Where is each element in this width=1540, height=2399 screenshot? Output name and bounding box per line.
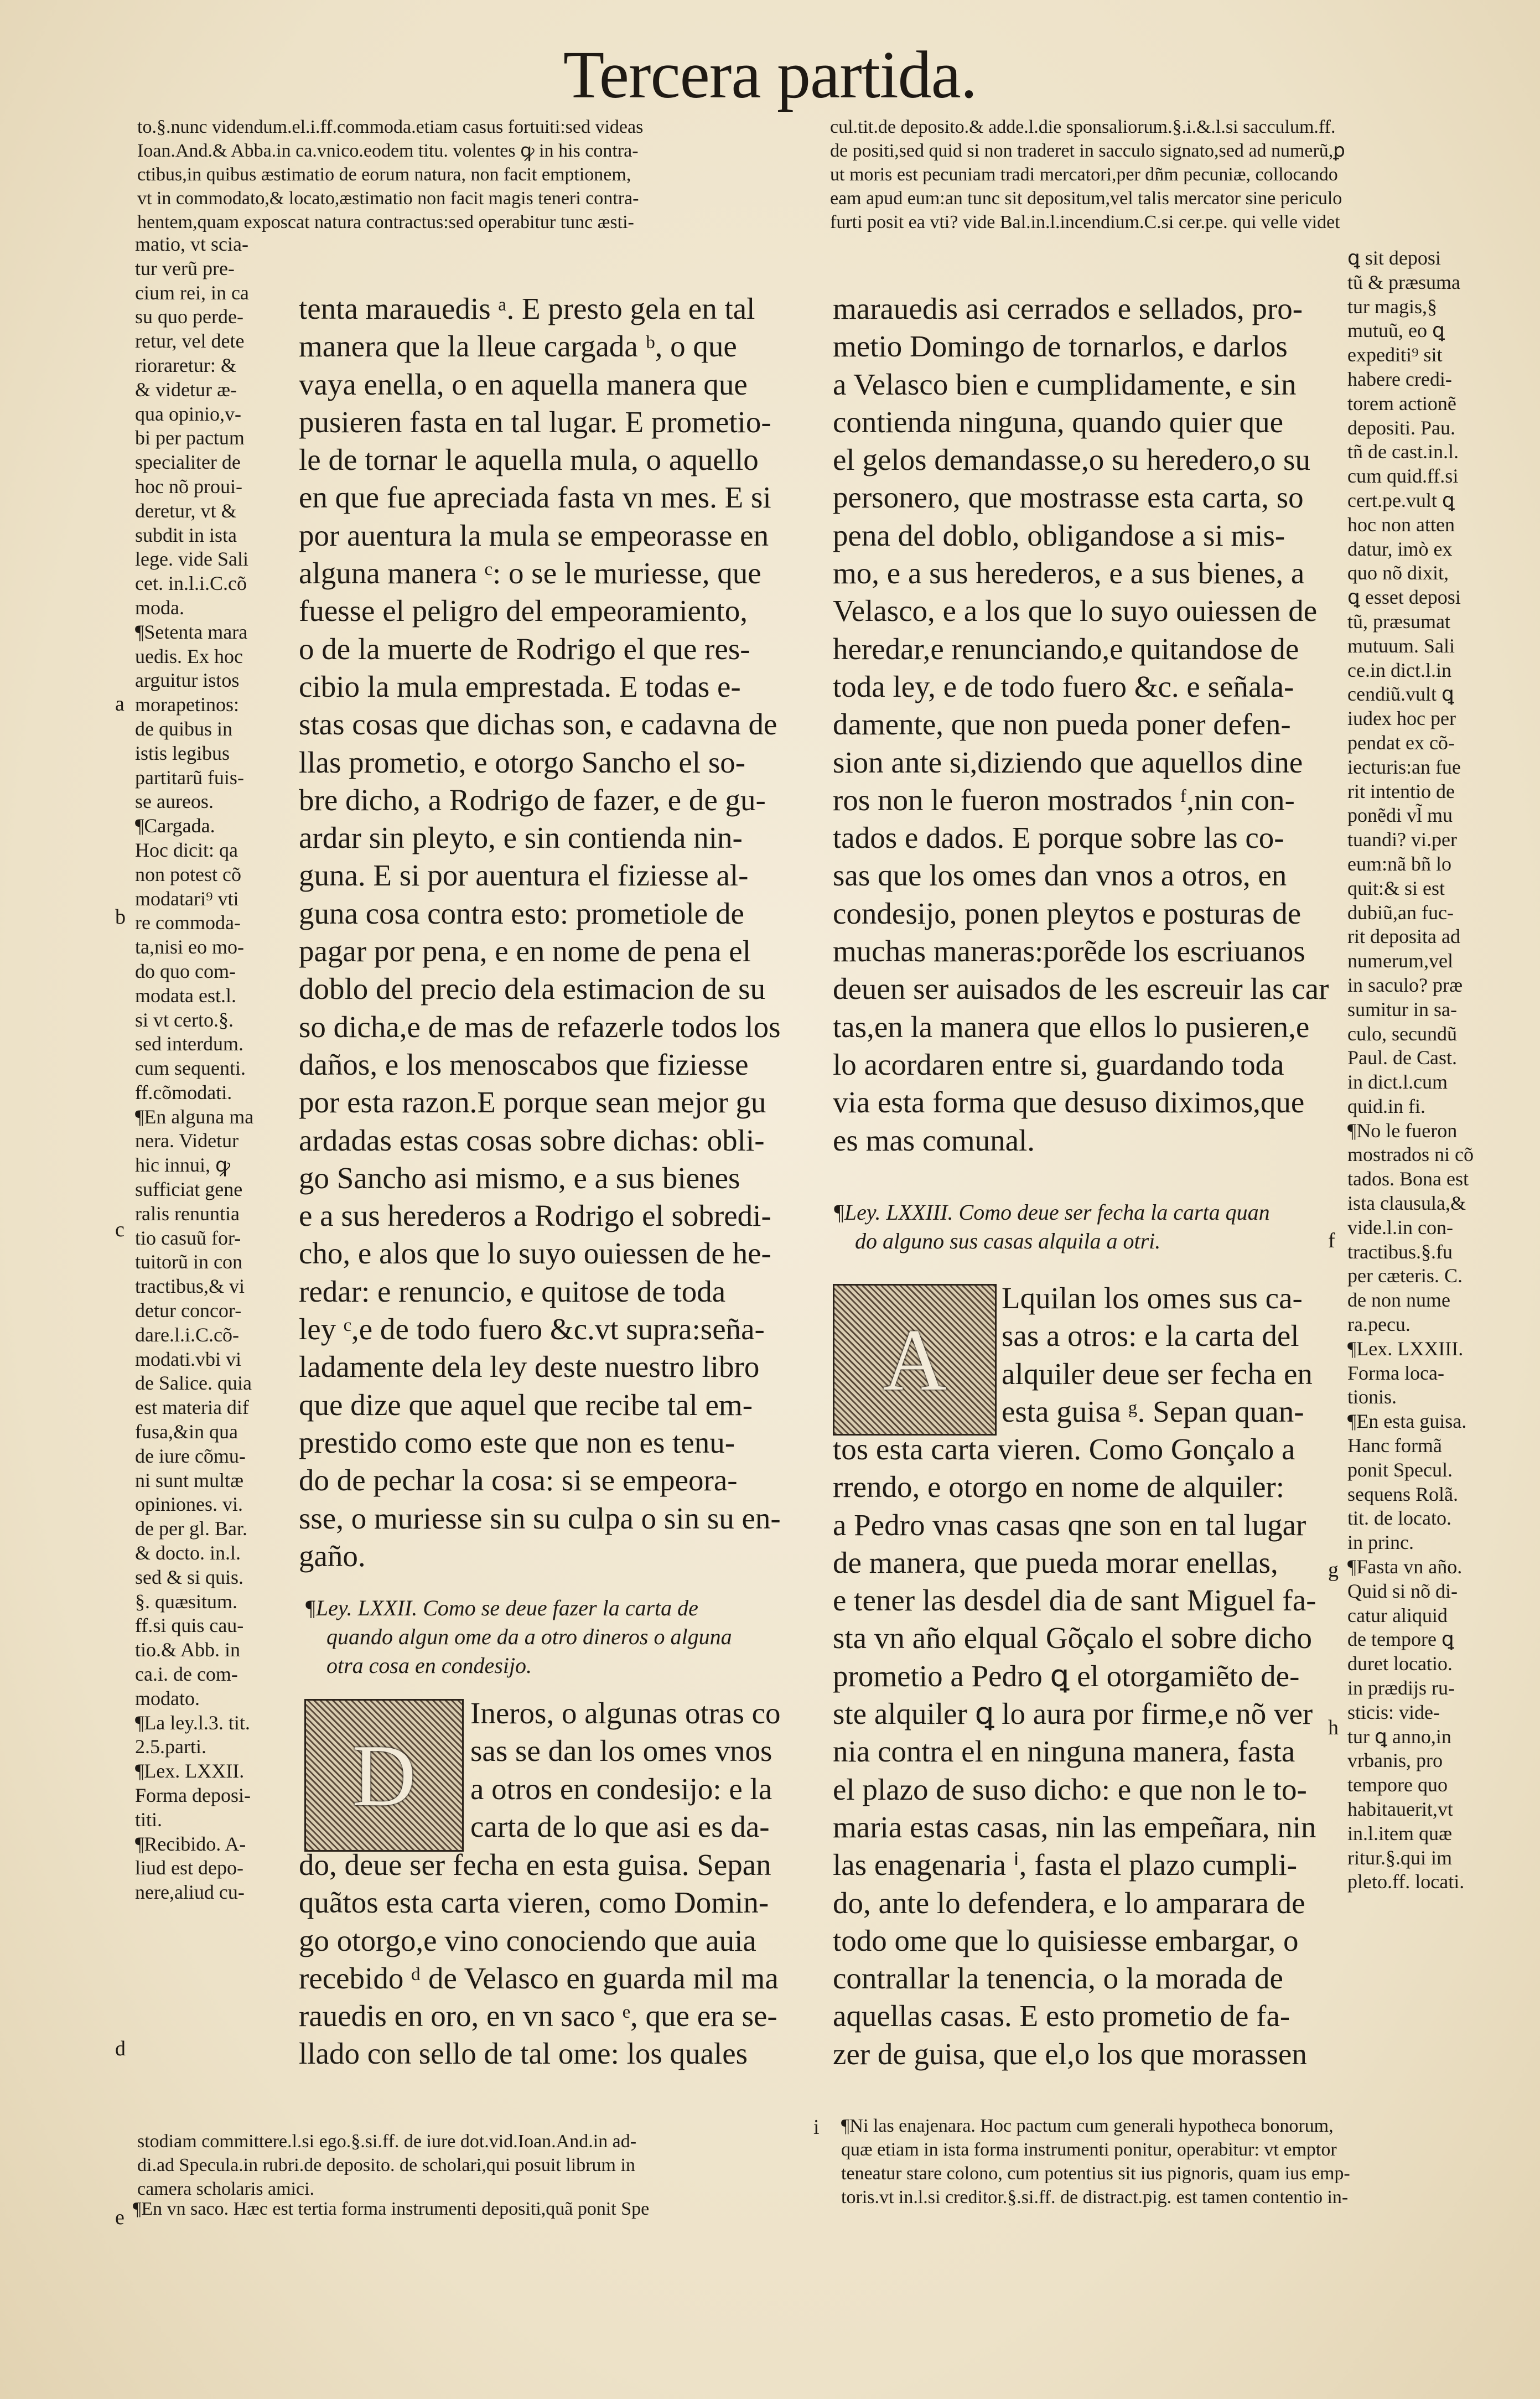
gloss-line: ra.pecu. [1347,1313,1411,1336]
gloss-line: Forma loca- [1347,1361,1444,1384]
gloss-line: Ioan.And.& Abba.in ca.vnico.eodem titu. volentes ꝙ in his contra- [137,141,639,161]
gloss-line: per cæteris. C. [1347,1265,1463,1287]
gloss-line: tuitorũ in con [135,1251,242,1273]
rubric-line: otra cosa en condesijo. [326,1653,532,1678]
gloss-line: in saculo? præ [1347,973,1463,996]
gloss-line: si vt certo.§. [135,1008,234,1031]
gloss-line: mostrados ni cõ [1347,1143,1474,1166]
gloss-line: tũ & præsuma [1347,271,1460,293]
body-line: lo acordaren entre si, guardando toda [833,1047,1284,1081]
gloss-line: hentem,quam exposcat natura contractus:sed operabitur tunc æsti- [137,212,634,232]
rubric-line: ¶Ley. LXXIII. Como deue ser fecha la carta quan [833,1200,1270,1225]
gloss-line: Quid si nõ di- [1347,1579,1458,1602]
body-line: so dicha,e de mas de refazerle todos los [299,1009,781,1044]
gloss-line: moda. [135,596,184,619]
body-line: pena del doblo, obligandose a si mis- [833,518,1285,552]
gloss-line: ¶En esta guisa. [1347,1410,1467,1433]
gloss-line: detur concor- [135,1299,242,1322]
gloss-line: to.§.nunc videndum.el.i.ff.commoda.etiam casus fortuiti:sed videas [137,117,644,137]
body-line: contienda ninguna, quando quier que [833,405,1284,439]
body-line: sas se dan los omes vnos [470,1734,772,1768]
column-1-footnote-e [133,2197,797,2221]
gloss-line: ꝗ sit deposi [1347,247,1441,269]
gloss-line: morapetinos: [135,693,239,716]
gloss-line: quid.in fi. [1347,1095,1425,1117]
gloss-line: dare.l.i.C.cõ- [135,1323,239,1346]
body-line: ardar sin pleyto, e sin contienda nin- [299,821,743,855]
gloss-line: tur ꝗ anno,in [1347,1725,1451,1748]
gloss-line: eam apud eum:an tunc sit depositum,vel talis mercator sine periculo [830,188,1342,209]
gloss-line: catur aliquid [1347,1604,1448,1626]
gloss-line: rioraretur: & [135,354,236,376]
note-marker-e: e [115,2206,125,2229]
gloss-line: tados. Bona est [1347,1168,1469,1190]
body-line: las enagenaria ⁱ, fasta el plazo cumpli- [833,1848,1298,1882]
top-left-gloss [137,115,812,234]
gloss-line: iudex hoc per [1347,707,1456,730]
initial-letter: D [352,1726,416,1825]
gloss-line: matio, vt scia- [135,233,248,255]
rubric-line: ¶Ley. LXXII. Como se deue fazer la carta de [304,1595,698,1620]
gloss-line: partitarũ fuis- [135,766,244,789]
gloss-line: tur magis,§ [1347,295,1437,318]
gloss-line: pleto.ff. locati. [1347,1871,1465,1893]
body-line: guna. E si por auentura el fiziesse al- [299,858,749,893]
gloss-line: in princ. [1347,1531,1414,1554]
body-line: aquellas casas. E esto prometio de fa- [833,1999,1290,2033]
gloss-line: pendat ex cõ- [1347,731,1455,754]
gloss-line: nere,aliud cu- [135,1881,245,1904]
gloss-line: ¶Lex. LXXIII. [1347,1337,1464,1360]
decorated-initial-d [304,1699,464,1852]
column-2-footnote [841,2114,1494,2209]
gloss-line: est materia dif [135,1396,249,1419]
gloss-line: hoc nõ proui- [135,475,242,498]
column-1-body [299,290,797,1575]
gloss-line: rit intentio de [1347,780,1455,802]
body-line: guna cosa contra esto: prometiole de [299,896,744,930]
gloss-line: de positi,sed quid si non traderet in sacculo signato,sed ad numerũ,ꝑ [830,141,1345,161]
note-marker-a: a [115,692,125,716]
body-line: ladamente dela ley deste nuestro libro [299,1350,760,1384]
note-marker-c: c [115,1218,125,1241]
gloss-line: rit deposita ad [1347,925,1460,948]
gloss-line: sumitur in sa- [1347,998,1457,1020]
column-1-initial-text [470,1695,802,1846]
gloss-line: ff.si quis cau- [135,1614,244,1637]
gloss-line: iecturis:an fue [1347,755,1461,778]
gloss-line: Hoc dicit: qa [135,838,238,861]
gloss-line: mutuũ, eo ꝗ [1347,319,1445,342]
gloss-line: depositi. Pau. [1347,416,1455,439]
gloss-line: ¶No le fueron [1347,1119,1458,1142]
gloss-line: torem actionẽ [1347,392,1456,414]
gloss-line: su quo perde- [135,305,243,328]
body-line: en que fue apreciada fasta vn mes. E si [299,480,771,515]
body-line: sse, o muriesse sin su culpa o sin su en- [299,1501,781,1535]
body-line: stas cosas que dichas son, e cadavna de [299,707,777,742]
gloss-line: lege. vide Sali [135,548,248,571]
gloss-line: ritur.§.qui im [1347,1846,1452,1869]
body-line: sas a otros: e la carta del [1002,1319,1299,1353]
gloss-line: ¶En alguna ma [135,1105,254,1128]
gloss-line: se aureos. [135,790,214,813]
gloss-line: tuandi? vi.per [1347,828,1457,851]
gloss-line: tit. de locato. [1347,1507,1451,1530]
decorated-initial-a [833,1284,997,1436]
note-marker-h: h [1328,1716,1339,1739]
body-line: por esta razon.E porque sean mejor gu [299,1085,766,1120]
gloss-line: 2.5.parti. [135,1735,206,1758]
gloss-line: Forma deposi- [135,1784,251,1806]
column-2-initial-text [1002,1279,1334,1431]
gloss-line: vide.l.in con- [1347,1216,1453,1239]
body-line: personero, que mostrasse esta carta, so [833,480,1304,515]
gloss-line: modati.vbi vi [135,1348,241,1370]
gloss-line: culo, secundũ [1347,1022,1457,1045]
footnote-line: ¶En vn saco. Hæc est tertia forma instrumenti depositi,quã ponit Spe [133,2199,650,2219]
gloss-line: ꝗ esset deposi [1347,586,1461,609]
body-line: do de pechar la cosa: si se empeora- [299,1463,738,1498]
gloss-line: modata est.l. [135,984,236,1007]
body-line: le de tornar le aquella mula, o aquello [299,443,759,477]
body-line: daños, e los menoscabos que fiziesse [299,1047,749,1081]
gloss-line: ¶Setenta mara [135,620,248,643]
gloss-line: ca.i. de com- [135,1663,238,1686]
gloss-line: habere credi- [1347,367,1452,390]
body-line: damente, que non pueda poner defen- [833,707,1291,742]
gloss-line: tractibus,& vi [135,1275,245,1298]
gloss-line: deretur, vt & [135,499,237,522]
rubric-line: quando algun ome da a otro dineros o alguna [326,1624,732,1649]
gloss-line: ralis renuntia [135,1202,240,1225]
gloss-line: ponit Specul. [1347,1458,1453,1481]
gloss-line: quo nõ dixit, [1347,562,1449,584]
gloss-line: numerum,vel [1347,950,1453,972]
gloss-line: de iure cõmu- [135,1444,246,1467]
gloss-line: mutuum. Sali [1347,634,1455,657]
gloss-line: vrbanis, pro [1347,1749,1443,1772]
footnote-line: stodiam committere.l.si ego.§.si.ff. de iure dot.vid.Ioan.And.in ad- [137,2131,637,2152]
body-line: marauedis asi cerrados e sellados, pro- [833,292,1303,325]
body-line: ste alquiler ꝗ lo aura por firme,e nõ ver [833,1697,1313,1731]
gloss-line: modato. [135,1687,200,1709]
body-line: toda ley, e de todo fuero &c. e señala- [833,669,1294,703]
body-line: maria estas casas, nin las empeñara, nin [833,1810,1316,1844]
top-right-gloss [830,115,1483,234]
body-line: fuesse el peligro del empeoramiento, [299,594,748,628]
gloss-line: expediti⁹ sit [1347,344,1443,366]
body-line: tenta marauedis ᵃ. E presto gela en tal [299,292,755,325]
gloss-line: vt in commodato,& locato,æstimatio non facit magis teneri contra- [137,188,639,209]
body-line: doblo del precio dela estimacion de su [299,972,766,1006]
note-marker-b: b [115,905,126,929]
body-line: gaño. [299,1538,366,1573]
gloss-line: ut moris est pecuniam tradi mercatori,per dñm pecuniæ, collocando [830,164,1338,185]
gloss-line: tractibus.§.fu [1347,1240,1453,1263]
gloss-line: sequens Rolã. [1347,1483,1458,1505]
gloss-line: dubiũ,an fuc- [1347,901,1454,924]
body-line: contrallar la tenencia, o la morada de [833,1961,1283,1996]
gloss-line: cum quid.ff.si [1347,465,1459,488]
body-line: tas,en la manera que ellos lo pusieren,e [833,1009,1310,1044]
body-line: alquiler deue ser fecha en [1002,1356,1313,1391]
gloss-line: ni sunt multæ [135,1469,244,1491]
gloss-line: cert.pe.vult ꝗ [1347,489,1455,511]
gloss-line: tio.& Abb. in [135,1639,241,1661]
body-line: alguna manera ᶜ: o se le muriesse, que [299,556,761,590]
gloss-line: sed & si quis. [135,1566,244,1588]
body-line: condesijo, ponen pleytos e posturas de [833,896,1302,930]
body-line: zer de guisa, que el,o los que morassen [833,2037,1307,2071]
column-2-body [833,290,1336,1159]
gloss-line: cul.tit.de deposito.& adde.l.die sponsaliorum.§.i.&.l.si sacculum.ff. [830,117,1336,137]
body-line: prometio a Pedro ꝗ el otorgamiẽto de- [833,1659,1300,1693]
gloss-line: sed interdum. [135,1033,243,1055]
body-line: metio Domingo de tornarlos, e darlos [833,329,1288,364]
body-line: deuen ser auisados de les escreuir las car [833,972,1329,1006]
body-line: tos esta carta vieren. Como Gonçalo a [833,1432,1295,1466]
footnote-line: di.ad Specula.in rubri.de deposito. de scholari,qui posuit librum in [137,2155,635,2175]
body-line: ardadas estas cosas sobre dichas: obli- [299,1123,765,1157]
gloss-line: sticis: vide- [1347,1701,1440,1723]
gloss-line: de tempore ꝗ [1347,1628,1454,1651]
gloss-line: sufficiat gene [135,1178,243,1201]
gloss-line: ff.cõmodati. [135,1081,232,1103]
body-line: o de la muerte de Rodrigo el que res- [299,631,750,666]
gloss-line: liud est depo- [135,1857,243,1879]
gloss-line: modatari⁹ vti [135,887,239,910]
body-line: que dize que aquel que recibe tal em- [299,1387,753,1422]
body-line: heredar,e renunciando,e quitandose de [833,631,1299,666]
gloss-line: specialiter de [135,451,241,474]
gloss-line: ¶Lex. LXXII. [135,1760,245,1783]
gloss-line: de Salice. quia [135,1372,252,1395]
body-line: pusieren fasta en tal lugar. E prometio- [299,405,771,439]
gloss-line: ce.in dict.l.in [1347,659,1451,681]
column-1-rubric [304,1594,797,1680]
column-1-footnote [137,2129,796,2201]
body-line: go otorgo,e vino conociendo que auia [299,1923,756,1957]
body-line: llado con sello de tal ome: los quales [299,2037,748,2071]
footnote-line: quæ etiam in ista forma instrumenti ponitur, operabitur: vt emptor [841,2139,1337,2160]
gloss-line: do quo com- [135,960,236,982]
gloss-line: cendiũ.vult ꝗ [1347,683,1454,706]
footnote-line: teneatur stare colono, cum potentius sit ius pignoris, quam ius emp- [841,2163,1350,2184]
gloss-line: opiniones. vi. [135,1493,243,1516]
gloss-line: Hanc formã [1347,1434,1442,1457]
body-line: bre dicho, a Rodrigo de fazer, e de gu- [299,783,766,817]
left-margin-gloss [135,232,280,1905]
body-line: sas que los omes dan vnos a otros, en [833,858,1287,893]
gloss-line: §. quæsitum. [135,1590,238,1613]
footnote-line: camera scholaris amici. [137,2179,315,2199]
body-line: quãtos esta carta vieren, como Domin- [299,1885,769,1920]
body-line: carta de lo que asi es da- [470,1809,770,1843]
gloss-line: nera. Videtur [135,1129,239,1152]
gloss-line: ¶Cargada. [135,815,215,837]
body-line: todo ome que lo quisiesse embargar, o [833,1923,1299,1957]
footnote-line: toris.vt in.l.si creditor.§.si.ff. de distract.pig. est tamen contentio in- [841,2187,1349,2208]
gloss-line: duret locatio. [1347,1652,1453,1675]
gloss-line: qua opinio,v- [135,402,241,425]
body-line: via esta forma que desuso diximos,que [833,1085,1305,1120]
gloss-line: ista clausula,& [1347,1192,1466,1215]
gloss-line: habitauerit,vt [1347,1798,1453,1820]
gloss-line: de non nume [1347,1289,1450,1312]
body-line: sta vn año elqual Gõçalo el sobre dicho [833,1621,1312,1655]
gloss-line: bi per pactum [135,427,245,449]
body-line: cibio la mula emprestada. E todas e- [299,669,741,703]
gloss-line: in prædijs ru- [1347,1677,1455,1699]
gloss-line: ¶Recibido. A- [135,1832,246,1855]
gloss-line: tempore quo [1347,1774,1448,1796]
body-line: recebido ᵈ de Velasco en guarda mil ma [299,1961,779,1995]
body-line: a Velasco bien e cumplidamente, e sin [833,367,1297,401]
gloss-line: hic innui, ꝙ [135,1154,231,1177]
gloss-line: tionis. [1347,1386,1397,1408]
gloss-line: furti posit ea vti? vide Bal.in.l.incendium.C.si cer.pe. qui velle videt [830,212,1340,232]
footnote-line: ¶Ni las enajenara. Hoc pactum cum generali hypotheca bonorum, [841,2116,1334,2136]
body-line: de manera, que pueda morar enellas, [833,1545,1278,1579]
gloss-line: tũ, præsumat [1347,610,1450,633]
body-line: el plazo de suso dicho: e que non le to- [833,1772,1307,1806]
gloss-line: de per gl. Bar. [135,1517,247,1540]
body-line: do, ante lo defendera, e lo amparara de [833,1885,1305,1920]
gloss-line: Paul. de Cast. [1347,1046,1457,1069]
body-line: manera que la lleue cargada ᵇ, o que [299,329,737,364]
body-line: mo, e a sus herederos, e a sus bienes, a [833,556,1305,590]
gloss-line: datur, imò ex [1347,537,1453,560]
body-line: tados e dados. E porque sobre las co- [833,821,1284,855]
gloss-line: & docto. in.l. [135,1542,241,1564]
gloss-line: hoc non atten [1347,513,1455,536]
body-line: Lquilan los omes sus ca- [1002,1281,1303,1315]
body-line: go Sancho asi mismo, e a sus bienes [299,1160,740,1195]
body-line: ros non le fueron mostrados ᶠ,nin con- [833,783,1295,817]
gloss-line: cium rei, in ca [135,281,249,304]
column-2-rubric [833,1198,1331,1256]
gloss-line: cet. in.l.i.C.cõ [135,572,247,595]
gloss-line: fusa,&in qua [135,1421,238,1443]
gloss-line: titi. [135,1808,163,1831]
gloss-line: ctibus,in quibus æstimatio de eorum natura, non facit emptionem, [137,164,631,185]
gloss-line: uedis. Ex hoc [135,645,243,667]
body-line: nia contra el en ninguna manera, fasta [833,1734,1295,1769]
body-line: a Pedro vnas casas qne son en tal lugar [833,1507,1306,1542]
gloss-line: ¶La ley.l.3. tit. [135,1711,250,1734]
body-line: cho, e alos que lo suyo ouiessen de he- [299,1236,771,1271]
body-line: vaya enella, o en aquella manera que [299,367,748,401]
gloss-line: tur verũ pre- [135,257,235,279]
column-1-tail [299,1846,797,2073]
body-line: redar: e renuncio, e quitose de toda [299,1274,726,1308]
gloss-line: eum:nã bñ lo [1347,852,1451,875]
body-line: sion ante si,diziendo que aquellos dine [833,745,1303,779]
gloss-line: in dict.l.cum [1347,1071,1448,1094]
gloss-line: ¶Fasta vn año. [1347,1556,1463,1578]
note-marker-i: i [813,2116,820,2139]
page-heading: Tercera partida. [563,38,977,112]
gloss-line: in.l.item quæ [1347,1822,1452,1844]
body-line: muchas maneras:porẽde los escriuanos [833,934,1305,968]
body-line: esta guisa ᵍ. Sepan quan- [1002,1394,1304,1428]
body-line: llas prometio, e otorgo Sancho el so- [299,745,746,779]
gloss-line: subdit in ista [135,524,237,546]
gloss-line: retur, vel dete [135,330,245,353]
gloss-line: quit:& si est [1347,877,1445,899]
gloss-line: tñ de cast.in.l. [1347,441,1459,463]
gloss-line: ta,nisi eo mo- [135,936,244,958]
body-line: pagar por pena, e en nome de pena el [299,934,751,968]
gloss-line: tio casuũ for- [135,1226,241,1249]
gloss-line: non potest cõ [135,863,241,885]
right-margin-gloss [1347,246,1513,1894]
body-line: do, deue ser fecha en esta guisa. Sepan [299,1848,771,1882]
gloss-line: re commoda- [135,911,241,934]
body-line: a otros en condesijo: e la [470,1771,772,1806]
initial-letter: A [883,1310,947,1409]
rubric-line: do alguno sus casas alquila a otri. [855,1229,1161,1253]
note-marker-d: d [115,2037,126,2060]
body-line: e a sus herederos a Rodrigo el sobredi- [299,1199,771,1233]
gloss-line: & videtur æ- [135,378,237,401]
body-line: ley ᶜ,e de todo fuero &c.vt supra:seña- [299,1312,765,1346]
body-line: prestido como este que non es tenu- [299,1425,735,1459]
gloss-line: istis legibus [135,742,230,764]
body-line: el gelos demandasse,o su heredero,o su [833,443,1310,477]
body-line: rrendo, e otorgo en nome de alquiler: [833,1470,1285,1504]
gloss-line: de quibus in [135,717,232,740]
body-line: Ineros, o algunas otras co [470,1696,781,1730]
gloss-line: arguitur istos [135,669,240,692]
body-line: e tener las desdel dia de sant Miguel fa- [833,1583,1316,1618]
note-marker-g: g [1328,1558,1339,1582]
body-line: es mas comunal. [833,1123,1035,1157]
column-2-tail [833,1431,1331,2073]
body-line: Velasco, e a los que lo suyo ouiessen de [833,594,1318,628]
note-marker-f: f [1328,1229,1335,1252]
body-line: por auentura la mula se empeorasse en [299,518,769,552]
gloss-line: cum sequenti. [135,1057,246,1080]
gloss-line: ponẽdi vl̃ mu [1347,804,1453,827]
body-line: rauedis en oro, en vn saco ᵉ, que era se- [299,1999,777,2033]
